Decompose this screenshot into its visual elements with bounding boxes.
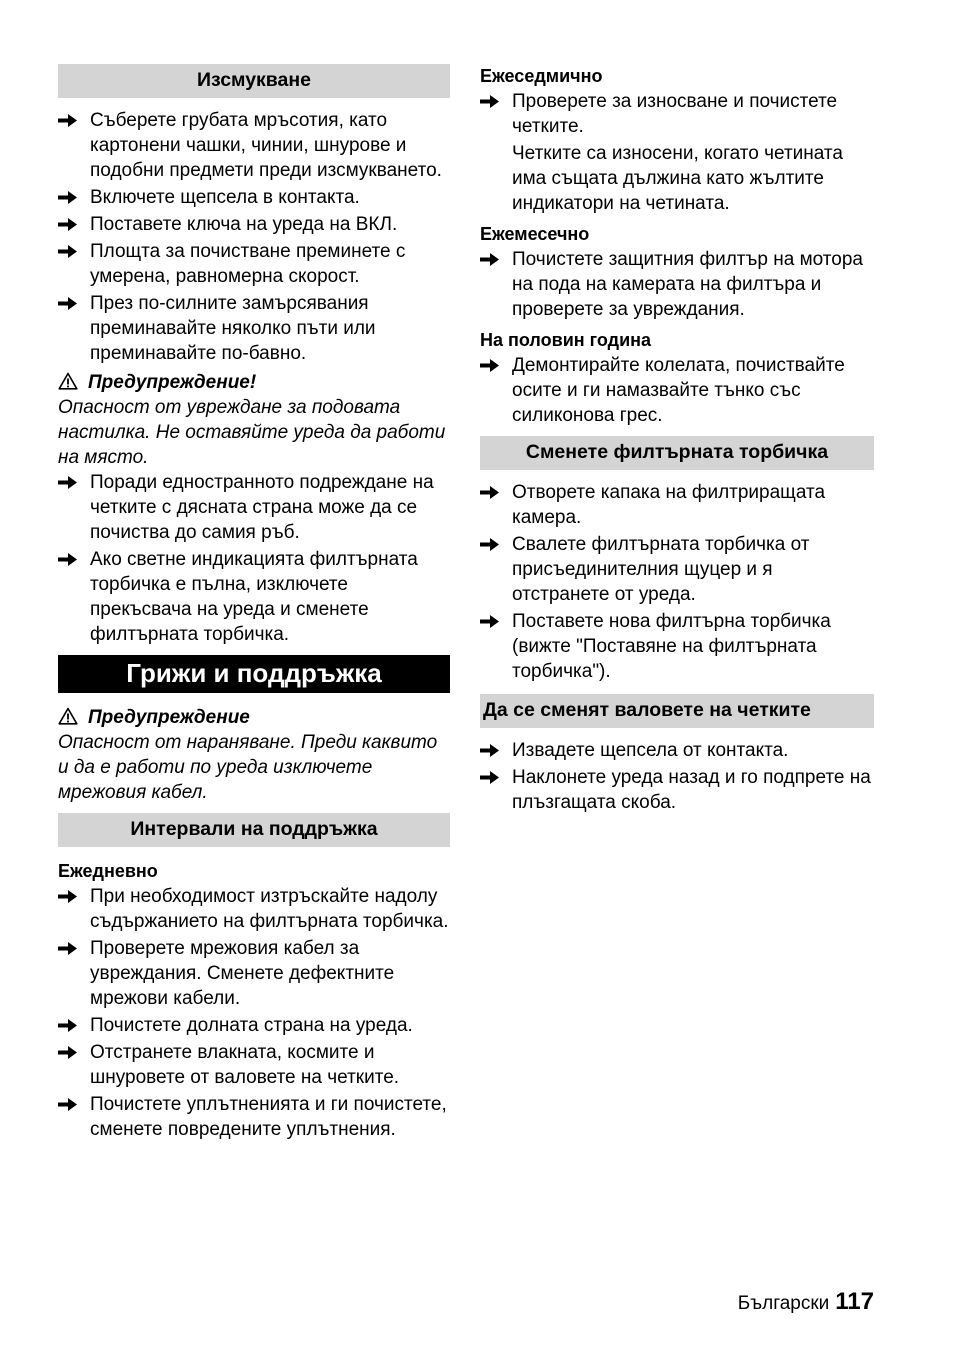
arrow-right-icon — [58, 217, 78, 232]
arrow-right-icon — [480, 743, 500, 758]
arrow-right-icon — [480, 770, 500, 785]
list-item: Почистете долната страна на уреда. — [58, 1013, 450, 1038]
list-item: През по-силните замърсявания преминавайте няколко пъти или преминавайте по-бавно. — [58, 291, 450, 366]
list-item: Свалете филтърната торбичка от присъединителния щуцер и я отстранете от уреда. — [480, 532, 874, 607]
half-year-steps — [480, 353, 874, 428]
arrow-right-icon — [58, 244, 78, 259]
vacuuming-notes — [58, 470, 450, 647]
footer-language: Български — [737, 1293, 830, 1314]
arrow-right-icon — [58, 1045, 78, 1060]
section-heading-intervals: Интервали на поддръжка — [58, 813, 450, 847]
subheading-weekly: Ежеседмично — [480, 66, 603, 86]
arrow-right-icon — [58, 552, 78, 567]
arrow-right-icon — [58, 475, 78, 490]
list-item: Площта за почистване преминете с умерена, равномерна скорост. — [58, 239, 450, 289]
arrow-right-icon — [480, 252, 500, 267]
warning-icon — [58, 707, 78, 725]
weekly-note: Четките са износени, когато четината има същата дължина като жълтите индикатори на четината. — [512, 143, 843, 214]
arrow-right-icon — [58, 941, 78, 956]
left-column — [58, 64, 450, 1144]
list-item: Извадете щепсела от контакта. — [480, 738, 874, 763]
page-footer — [738, 1289, 874, 1316]
section-heading-filter-bag: Сменете филтърната торбичка — [480, 436, 874, 470]
monthly-steps — [480, 247, 874, 322]
filter-bag-steps — [480, 480, 874, 684]
right-column — [480, 64, 874, 817]
list-item: Почистете защитния филтър на мотора на пода на камерата на филтъра и проверете за увреждания. — [480, 247, 874, 322]
subheading-daily: Ежедневно — [58, 861, 158, 881]
vacuuming-steps — [58, 108, 450, 366]
daily-steps — [58, 884, 450, 1142]
list-item: Наклонете уреда назад и го подпрете на плъзгащата скоба. — [480, 765, 874, 815]
list-item: Демонтирайте колелата, почиствайте осите и ги намазвайте тънко със силиконова грес. — [480, 353, 874, 428]
arrow-right-icon — [480, 94, 500, 109]
list-item: Поставете нова филтърна торбичка (вижте "Поставяне на филтърната торбичка"). — [480, 609, 874, 684]
list-item: Включете щепсела в контакта. — [58, 185, 450, 210]
arrow-right-icon — [58, 889, 78, 904]
list-item: Поставете ключа на уреда на ВКЛ. — [58, 212, 450, 237]
arrow-right-icon — [480, 614, 500, 629]
list-item: Проверете за износване и почистете четките. — [480, 89, 874, 139]
arrow-right-icon — [480, 358, 500, 373]
subheading-monthly: Ежемесечно — [480, 224, 590, 244]
arrow-right-icon — [58, 113, 78, 128]
warning-title: Предупреждение — [58, 705, 450, 730]
list-item: Почистете уплътненията и ги почистете, сменете повредените уплътнения. — [58, 1092, 450, 1142]
list-item: Поради едностранното подреждане на четките с дясната страна може да се почиства до самия ръб. — [58, 470, 450, 545]
page-number: 117 — [835, 1288, 874, 1315]
list-item: Съберете грубата мръсотия, като картонени чашки, чинии, шнурове и подобни предмети преди изсмукването. — [58, 108, 450, 183]
subheading-half-year: На половин година — [480, 330, 652, 350]
arrow-right-icon — [480, 485, 500, 500]
section-heading-brush-rollers: Да се сменят валовете на четките — [480, 694, 874, 728]
arrow-right-icon — [58, 296, 78, 311]
chapter-heading-care: Грижи и поддръжка — [58, 655, 450, 693]
warning-icon — [58, 372, 78, 390]
brush-roller-steps — [480, 738, 874, 815]
list-item: При необходимост изтръскайте надолу съдържанието на филтърната торбичка. — [58, 884, 450, 934]
list-item: Проверете мрежовия кабел за увреждания. Сменете дефектните мрежови кабели. — [58, 936, 450, 1011]
arrow-right-icon — [58, 1097, 78, 1112]
section-heading-vacuuming: Изсмукване — [58, 64, 450, 98]
warning-text: Опасност от увреждане за подовата настилка. Не оставяйте уреда да работи на място. — [58, 397, 446, 468]
warning-text: Опасност от нараняване. Преди каквито и да е работи по уреда изключете мрежовия кабел. — [58, 732, 438, 803]
arrow-right-icon — [58, 190, 78, 205]
list-item: Отстранете влакната, космите и шнуровете от валовете на четките. — [58, 1040, 450, 1090]
warning-title: Предупреждение! — [58, 370, 450, 395]
arrow-right-icon — [480, 537, 500, 552]
arrow-right-icon — [58, 1018, 78, 1033]
weekly-steps — [480, 89, 874, 139]
list-item: Ако светне индикацията филтърната торбичка е пълна, изключете прекъсвача на уреда и сменете филтърната торбичка. — [58, 547, 450, 647]
list-item: Отворете капака на филтриращата камера. — [480, 480, 874, 530]
